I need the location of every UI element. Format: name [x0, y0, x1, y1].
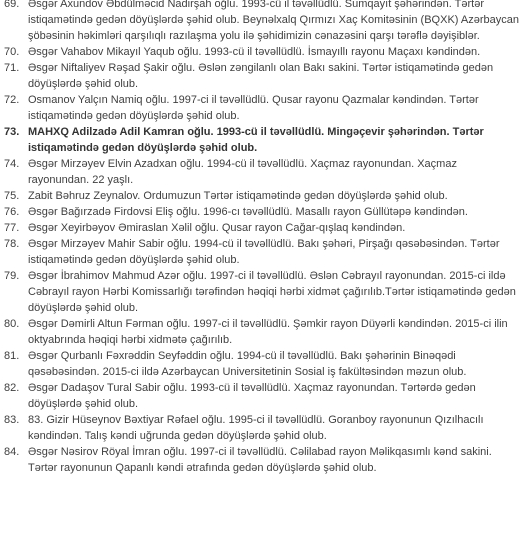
- list-item: [0, 444, 528, 476]
- item-text: 83. Gizir Hüseynov Bəxtiyar Rəfael oğlu. 1995-ci il təvəllüdlü. Goranboy rayonunun Qızılhacılı kəndindən. Talış kəndi uğrunda gedən döyüşlərdə şəhid olub.: [28, 414, 484, 442]
- item-number: 69.: [4, 0, 20, 10]
- item-text: Əsgər Niftaliyev Rəşad Şakir oğlu. Əslən zəngilanlı olan Bakı sakini. Tərtər istiqamətində gedən döyüşlərdə şəhid olub.: [28, 62, 494, 90]
- list-item: [0, 380, 528, 412]
- item-number: 76.: [4, 206, 20, 218]
- item-text: Əsgər Qurbanlı Fəxrəddin Seyfəddin oğlu. 1994-cü il təvəllüdlü. Bakı şəhərinin Binəqədi qəsəbəsindən. 2015-ci ildə Azərbaycan Universitetinin Sosial iş fakültəsindən məzun olub.: [28, 350, 467, 378]
- item-number: 71.: [4, 62, 20, 74]
- item-text: Əsgər Vahabov Mikayıl Yaqub oğlu. 1993-cü il təvəllüdlü. İsmayıllı rayonu Maçaxı kəndindən.: [28, 46, 481, 58]
- item-number: 78.: [4, 238, 20, 250]
- item-number: 82.: [4, 382, 20, 394]
- item-number: 75.: [4, 190, 20, 202]
- item-number: 84.: [4, 446, 20, 458]
- list-item-highlighted: [0, 124, 528, 156]
- item-number: 83.: [4, 414, 20, 426]
- item-text: Əsgər Mirzəyev Elvin Azadxan oğlu. 1994-cü il təvəllüdlü. Xaçmaz rayonundan. Xaçmaz rayonundan. 22 yaşlı.: [28, 158, 457, 186]
- list-item: [0, 92, 528, 124]
- list-item: [0, 0, 528, 44]
- list-item: [0, 348, 528, 380]
- item-text: Əsgər Bağırzadə Firdovsi Eliş oğlu. 1996-cı təvəllüdlü. Masallı rayon Güllütəpə kəndindən.: [28, 206, 468, 218]
- item-text: Əsgər Nəsirov Röyal İmran oğlu. 1997-ci il təvəllüdlü. Cəlilabad rayon Məlikqasımlı kənd sakini. Tərtər rayonunun Qapanlı kəndi ətrafında gedən döyüşlərdə şəhid olub.: [28, 446, 492, 474]
- item-number: 80.: [4, 318, 20, 330]
- list-item: [0, 316, 528, 348]
- item-text: MAHXQ Adilzadə Adil Kamran oğlu. 1993-cü il təvəllüdlü. Mingəçevir şəhərindən. Tərtər istiqamətində gedən döyüşlərdə şəhid olub.: [28, 126, 484, 154]
- item-text: Zabit Bəhruz Zeynalov. Ordumuzun Tərtər istiqamətində gedən döyüşlərdə şəhid olub.: [28, 190, 448, 202]
- item-text: Əsgər Xeyirbəyov Əmiraslan Xəlil oğlu. Qusar rayon Cağar-qışlaq kəndindən.: [28, 222, 406, 234]
- item-text: Əsgər İbrahimov Mahmud Azər oğlu. 1997-ci il təvəllüdlü. Əslən Cəbrayıl rayonundan. 2015-ci ildə Cəbrayıl rayon Hərbi Komissarlığı tərəfindən həqiqi hərbi xidmət çağırılıb.Tərtər istiqamətində gedən döyüşlərdə şəhid olub.: [28, 270, 516, 314]
- item-number: 70.: [4, 46, 20, 58]
- list-item: [0, 268, 528, 316]
- list-item: [0, 60, 528, 92]
- item-number: 72.: [4, 94, 20, 106]
- item-text: Əsgər Dadaşov Tural Sabir oğlu. 1993-cü il təvəllüdlü. Xaçmaz rayonundan. Tərtərdə gedən döyüşlərdə şəhid olub.: [28, 382, 476, 410]
- item-text: Əsgər Axundov Əbdülməcid Nadirşah oğlu. 1993-cü il təvəllüdlü. Sumqayıt şəhərindən. Tərtər istiqamətində gedən döyüşlərdə şəhid olub. Beynəlxalq Qırmızı Xaç Komitəsinin (BQXK) Azərbaycan şöbəsinin həkimləri qarşılıqlı razılaşma yolu ilə şəhidimizin cənazəsini qarşı tərəflə dəyişiblər.: [28, 0, 519, 42]
- list-item: [0, 44, 528, 60]
- item-number: 73.: [4, 126, 20, 138]
- item-number: 79.: [4, 270, 20, 282]
- list-item: [0, 156, 528, 188]
- item-text: Əsgər Mirzəyev Mahir Sabir oğlu. 1994-cü il təvəllüdlü. Bakı şəhəri, Pirşağı qəsəbəsindən. Tərtər istiqamətində gedən döyüşlərdə şəhid olub.: [28, 238, 500, 266]
- list-item: [0, 188, 528, 204]
- item-text: Əsgər Dəmirli Altun Fərman oğlu. 1997-ci il təvəllüdlü. Şəmkir rayon Düyərli kəndindən. 2015-ci ilin oktyabrında həqiqi hərbi xidmətə çağırılıb.: [28, 318, 508, 346]
- item-number: 74.: [4, 158, 20, 170]
- list-item: [0, 412, 528, 444]
- list-item: [0, 204, 528, 220]
- list-item: [0, 236, 528, 268]
- item-number: 77.: [4, 222, 20, 234]
- item-number: 81.: [4, 350, 20, 362]
- item-text: Osmanov Yalçın Namiq oğlu. 1997-ci il təvəllüdlü. Qusar rayonu Qazmalar kəndindən. Tərtər istiqamətində gedən döyüşlərdə şəhid olub.: [28, 94, 479, 122]
- list-item: [0, 220, 528, 236]
